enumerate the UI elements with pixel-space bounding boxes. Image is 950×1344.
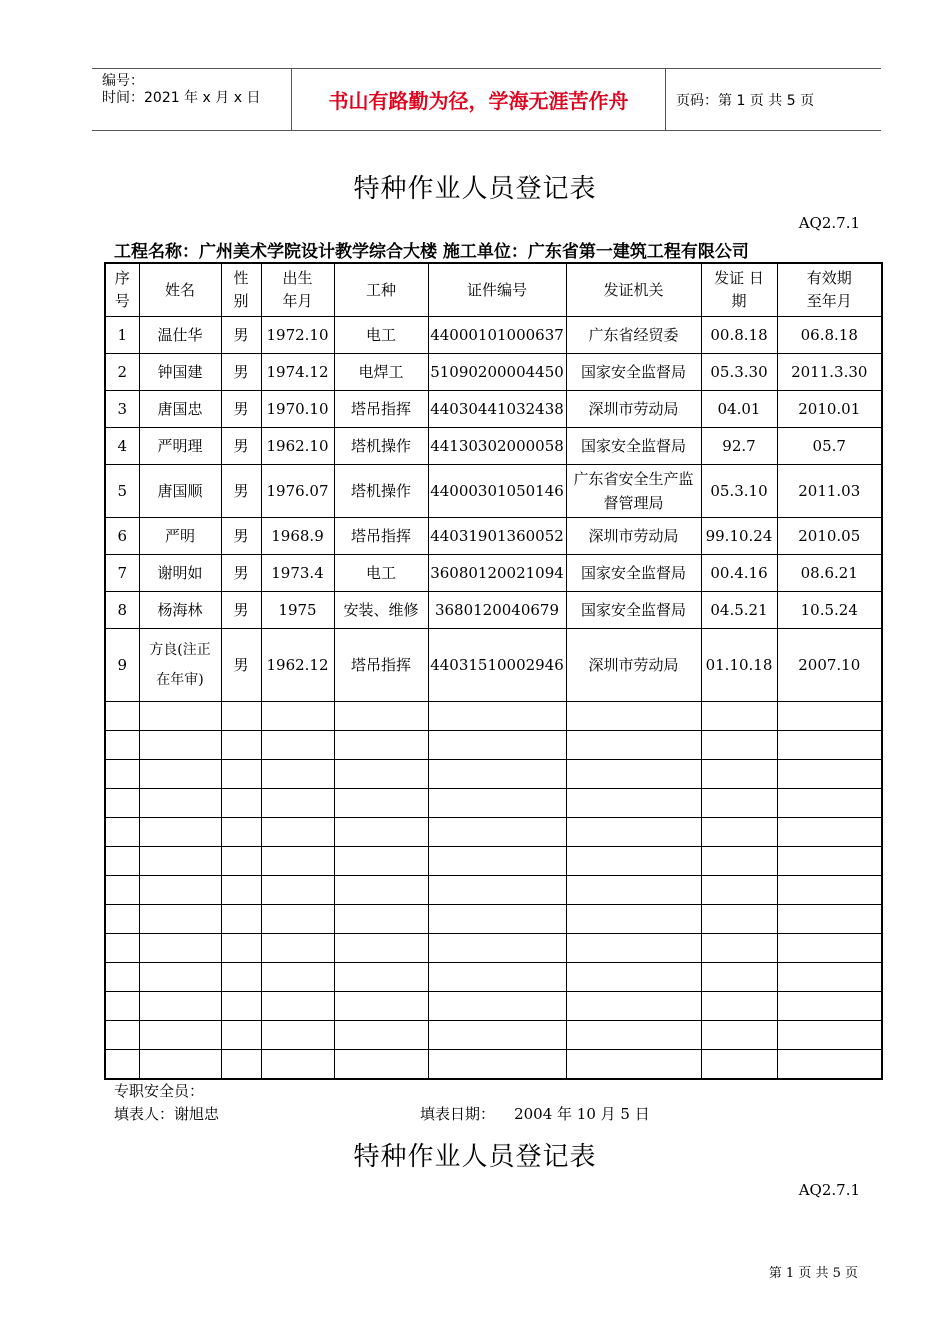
empty-cell (428, 789, 566, 818)
table-row (105, 629, 882, 702)
empty-cell (428, 934, 566, 963)
table-cell: 92.7 (701, 428, 777, 465)
empty-cell (261, 760, 334, 789)
empty-cell (777, 847, 882, 876)
empty-cell (428, 905, 566, 934)
empty-cell (105, 731, 139, 760)
table-cell: 男 (221, 465, 261, 518)
empty-cell (105, 934, 139, 963)
table-cell: 国家安全监督局 (566, 592, 701, 629)
empty-cell (428, 731, 566, 760)
table-cell: 44031510002946 (428, 629, 566, 702)
header-cell: 性别 (221, 263, 261, 317)
empty-cell (334, 702, 428, 731)
empty-cell (221, 847, 261, 876)
table-cell: 05.3.10 (701, 465, 777, 518)
empty-cell (701, 905, 777, 934)
table-cell: 塔吊指挥 (334, 391, 428, 428)
empty-cell (566, 992, 701, 1021)
table-row (105, 391, 882, 428)
empty-cell (566, 905, 701, 934)
empty-cell (701, 818, 777, 847)
table-cell: 3 (105, 391, 139, 428)
empty-cell (701, 789, 777, 818)
table-cell: 塔吊指挥 (334, 629, 428, 702)
table-cell: 深圳市劳动局 (566, 391, 701, 428)
empty-cell (105, 992, 139, 1021)
empty-cell (428, 847, 566, 876)
table-cell: 杨海林 (139, 592, 221, 629)
table-cell: 51090200004450 (428, 354, 566, 391)
empty-cell (566, 702, 701, 731)
empty-cell (334, 905, 428, 934)
table-row (105, 518, 882, 555)
table-cell: 08.6.21 (777, 555, 882, 592)
empty-cell (221, 1050, 261, 1080)
page-title-repeat: 特种作业人员登记表 (353, 1142, 597, 1172)
table-cell: 深圳市劳动局 (566, 629, 701, 702)
table-cell: 电工 (334, 317, 428, 354)
empty-cell (334, 847, 428, 876)
table-cell: 男 (221, 354, 261, 391)
empty-cell (105, 905, 139, 934)
empty-cell (334, 876, 428, 905)
table-cell: 2011.3.30 (777, 354, 882, 391)
table-cell: 男 (221, 428, 261, 465)
table-cell: 1975 (261, 592, 334, 629)
empty-cell (701, 731, 777, 760)
table-cell: 方良(注正在年审) (139, 629, 221, 702)
empty-cell (566, 847, 701, 876)
empty-cell (139, 760, 221, 789)
empty-cell (701, 1050, 777, 1080)
empty-cell (139, 847, 221, 876)
header-cell: 序号 (105, 263, 139, 317)
empty-cell (566, 1021, 701, 1050)
empty-cell (777, 731, 882, 760)
empty-cell (334, 789, 428, 818)
table-cell: 6 (105, 518, 139, 555)
empty-cell (105, 760, 139, 789)
empty-cell (566, 876, 701, 905)
empty-cell (566, 789, 701, 818)
empty-cell (566, 818, 701, 847)
empty-cell (777, 789, 882, 818)
empty-cell (139, 934, 221, 963)
table-cell: 44130302000058 (428, 428, 566, 465)
empty-cell (777, 905, 882, 934)
empty-row (105, 731, 882, 760)
empty-cell (261, 731, 334, 760)
empty-cell (105, 876, 139, 905)
table-cell: 塔机操作 (334, 465, 428, 518)
table-cell: 1973.4 (261, 555, 334, 592)
empty-cell (105, 1050, 139, 1080)
empty-cell (428, 992, 566, 1021)
table-cell: 电工 (334, 555, 428, 592)
empty-cell (221, 818, 261, 847)
empty-cell (701, 760, 777, 789)
table-cell: 1962.12 (261, 629, 334, 702)
header-cell: 有效期至年月 (777, 263, 882, 317)
empty-cell (334, 934, 428, 963)
empty-cell (701, 1021, 777, 1050)
table-cell: 2007.10 (777, 629, 882, 702)
empty-cell (701, 847, 777, 876)
empty-cell (221, 1021, 261, 1050)
empty-cell (105, 818, 139, 847)
table-cell: 唐国顺 (139, 465, 221, 518)
empty-row (105, 1021, 882, 1050)
empty-cell (334, 963, 428, 992)
empty-row (105, 760, 882, 789)
table-cell: 05.7 (777, 428, 882, 465)
empty-cell (139, 876, 221, 905)
table-cell: 2 (105, 354, 139, 391)
registration-table (104, 262, 883, 1080)
empty-row (105, 1050, 882, 1080)
table-cell: 国家安全监督局 (566, 428, 701, 465)
empty-cell (221, 789, 261, 818)
empty-cell (105, 702, 139, 731)
empty-cell (261, 1021, 334, 1050)
empty-cell (334, 992, 428, 1021)
table-cell: 男 (221, 391, 261, 428)
fill-date-label: 填表日期： 2004 年 10 月 5 日 (420, 1105, 650, 1123)
empty-cell (139, 731, 221, 760)
empty-cell (701, 992, 777, 1021)
empty-cell (221, 702, 261, 731)
header-cell: 出生年月 (261, 263, 334, 317)
empty-cell (105, 963, 139, 992)
empty-cell (139, 963, 221, 992)
table-cell: 国家安全监督局 (566, 354, 701, 391)
empty-cell (261, 847, 334, 876)
empty-cell (334, 818, 428, 847)
table-row (105, 317, 882, 354)
table-cell: 10.5.24 (777, 592, 882, 629)
empty-cell (428, 1021, 566, 1050)
table-cell: 2011.03 (777, 465, 882, 518)
table-cell: 男 (221, 555, 261, 592)
table-cell: 06.8.18 (777, 317, 882, 354)
empty-cell (428, 702, 566, 731)
table-cell: 05.3.30 (701, 354, 777, 391)
empty-cell (261, 1050, 334, 1080)
empty-cell (139, 702, 221, 731)
table-cell: 3680120040679 (428, 592, 566, 629)
empty-cell (261, 905, 334, 934)
table-cell: 4 (105, 428, 139, 465)
empty-cell (777, 1050, 882, 1080)
empty-cell (105, 847, 139, 876)
table-cell: 钟国建 (139, 354, 221, 391)
table-cell: 04.01 (701, 391, 777, 428)
empty-cell (221, 905, 261, 934)
table-cell: 1968.9 (261, 518, 334, 555)
empty-cell (777, 992, 882, 1021)
empty-cell (105, 1021, 139, 1050)
table-cell: 塔吊指挥 (334, 518, 428, 555)
empty-cell (428, 1050, 566, 1080)
empty-cell (566, 963, 701, 992)
table-cell: 9 (105, 629, 139, 702)
table-cell: 8 (105, 592, 139, 629)
empty-cell (701, 934, 777, 963)
form-code: AQ2.7.1 (798, 214, 860, 232)
empty-cell (777, 702, 882, 731)
empty-cell (566, 934, 701, 963)
empty-row (105, 847, 882, 876)
empty-cell (221, 760, 261, 789)
empty-cell (701, 963, 777, 992)
page-title: 特种作业人员登记表 (353, 174, 597, 204)
empty-cell (701, 702, 777, 731)
empty-cell (334, 1050, 428, 1080)
empty-cell (261, 789, 334, 818)
table-cell: 01.10.18 (701, 629, 777, 702)
empty-row (105, 702, 882, 731)
empty-row (105, 963, 882, 992)
empty-cell (777, 818, 882, 847)
header-cell: 工种 (334, 263, 428, 317)
table-cell: 男 (221, 592, 261, 629)
empty-cell (139, 818, 221, 847)
table-cell: 安装、维修 (334, 592, 428, 629)
table-cell: 1976.07 (261, 465, 334, 518)
empty-cell (261, 702, 334, 731)
header-cell: 证件编号 (428, 263, 566, 317)
header-meta (92, 69, 292, 130)
table-cell: 2010.05 (777, 518, 882, 555)
empty-cell (221, 992, 261, 1021)
empty-cell (261, 963, 334, 992)
empty-row (105, 818, 882, 847)
empty-cell (221, 876, 261, 905)
empty-cell (777, 760, 882, 789)
empty-cell (139, 992, 221, 1021)
table-cell: 国家安全监督局 (566, 555, 701, 592)
header-cell: 发证 日期 (701, 263, 777, 317)
table-header-row (105, 263, 882, 317)
number-label: 编号： (102, 73, 144, 89)
table-cell: 男 (221, 317, 261, 354)
empty-cell (566, 731, 701, 760)
empty-cell (139, 1050, 221, 1080)
header-cell: 姓名 (139, 263, 221, 317)
page-footer: 第 1 页 共 5 页 (768, 1266, 858, 1281)
empty-cell (428, 876, 566, 905)
table-row (105, 354, 882, 391)
form-code-repeat: AQ2.7.1 (798, 1181, 860, 1199)
table-cell: 深圳市劳动局 (566, 518, 701, 555)
empty-cell (777, 1021, 882, 1050)
empty-cell (428, 818, 566, 847)
table-cell: 男 (221, 629, 261, 702)
table-cell: 04.5.21 (701, 592, 777, 629)
empty-row (105, 876, 882, 905)
safety-officer-label: 专职安全员： (114, 1082, 205, 1100)
table-cell: 44000301050146 (428, 465, 566, 518)
empty-row (105, 789, 882, 818)
empty-cell (261, 876, 334, 905)
table-cell: 1962.10 (261, 428, 334, 465)
empty-cell (334, 731, 428, 760)
table-cell: 1974.12 (261, 354, 334, 391)
table-cell: 44030441032438 (428, 391, 566, 428)
table-cell: 谢明如 (139, 555, 221, 592)
empty-cell (777, 876, 882, 905)
empty-row (105, 905, 882, 934)
empty-cell (139, 1021, 221, 1050)
table-cell: 00.4.16 (701, 555, 777, 592)
table-row (105, 465, 882, 518)
empty-cell (777, 963, 882, 992)
table-cell: 1 (105, 317, 139, 354)
table-cell: 36080120021094 (428, 555, 566, 592)
table-row (105, 428, 882, 465)
table-cell: 1972.10 (261, 317, 334, 354)
motto: 书山有路勤为径，学海无涯苦作舟 (292, 69, 666, 130)
table-cell: 44000101000637 (428, 317, 566, 354)
empty-cell (566, 1050, 701, 1080)
empty-row (105, 934, 882, 963)
empty-cell (334, 760, 428, 789)
table-row (105, 592, 882, 629)
empty-cell (261, 818, 334, 847)
empty-cell (105, 789, 139, 818)
table-cell: 男 (221, 518, 261, 555)
header-cell: 发证机关 (566, 263, 701, 317)
table-cell: 塔机操作 (334, 428, 428, 465)
table-cell: 电焊工 (334, 354, 428, 391)
table-cell: 广东省安全生产监督管理局 (566, 465, 701, 518)
empty-cell (139, 905, 221, 934)
time-label: 时间：2021 年 x 月 x 日 (102, 90, 261, 106)
table-cell: 唐国忠 (139, 391, 221, 428)
empty-cell (701, 876, 777, 905)
table-cell: 99.10.24 (701, 518, 777, 555)
table-cell: 2010.01 (777, 391, 882, 428)
table-cell: 00.8.18 (701, 317, 777, 354)
empty-cell (261, 992, 334, 1021)
table-cell: 1970.10 (261, 391, 334, 428)
table-cell: 严明 (139, 518, 221, 555)
table-cell: 温仕华 (139, 317, 221, 354)
filler-label: 填表人：谢旭忠 (114, 1105, 220, 1123)
table-cell: 44031901360052 (428, 518, 566, 555)
table-row (105, 555, 882, 592)
page-header (92, 68, 881, 131)
table-cell: 广东省经贸委 (566, 317, 701, 354)
empty-cell (139, 789, 221, 818)
empty-cell (261, 934, 334, 963)
empty-cell (566, 760, 701, 789)
empty-cell (777, 934, 882, 963)
empty-cell (428, 760, 566, 789)
table-cell: 5 (105, 465, 139, 518)
empty-cell (221, 963, 261, 992)
table-cell: 7 (105, 555, 139, 592)
empty-cell (221, 934, 261, 963)
empty-cell (334, 1021, 428, 1050)
empty-row (105, 992, 882, 1021)
table-cell: 严明理 (139, 428, 221, 465)
empty-cell (221, 731, 261, 760)
empty-cell (428, 963, 566, 992)
project-line: 工程名称：广州美术学院设计教学综合大楼 施工单位：广东省第一建筑工程有限公司 (114, 242, 749, 262)
page-label: 页码：第 1 页 共 5 页 (676, 92, 815, 109)
